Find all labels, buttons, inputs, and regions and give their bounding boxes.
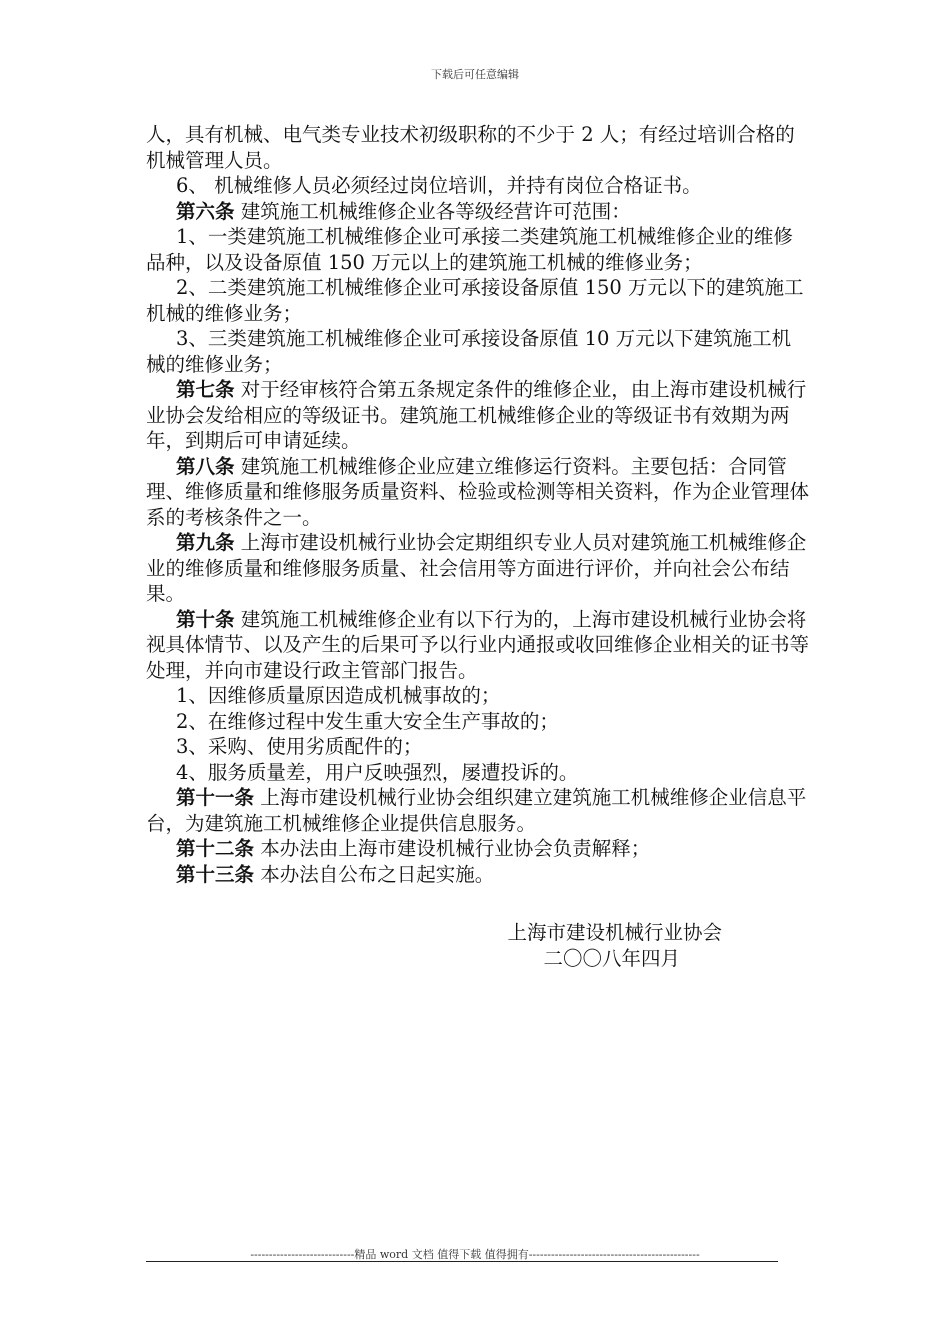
paragraph [146,734,810,760]
paragraph-text: 4、服务质量差，用户反映强烈，屡遭投诉的。 [176,760,579,784]
paragraph-text: 3、三类建筑施工机械维修企业可承接设备原值 10 万元以下建筑施工机械的维修业务； [146,327,792,376]
footer-rule [146,1261,778,1262]
paragraph-text: 人，具有机械、电气类专业技术初级职称的不少于 2 人；有经过培训合格的机械管理人员。 [146,123,795,172]
paragraph-text: 建筑施工机械维修企业各等级经营许可范围： [234,199,631,223]
article-paragraph [146,607,810,684]
article-paragraph [146,785,810,836]
article-paragraph [146,454,810,531]
article-heading: 第十一条 [176,786,255,809]
article-heading: 第九条 [176,531,235,554]
paragraph [146,760,810,786]
paragraph-text: 建筑施工机械维修企业有以下行为的，上海市建设机械行业协会将视具体情节、以及产生的后果可予以行业内通报或收回维修企业相关的证书等处理，并向市建设行政主管部门报告。 [146,607,810,682]
article-heading: 第十二条 [176,837,255,860]
article-heading: 第八条 [176,454,235,478]
signature-date: 二〇〇八年四月 [543,947,680,970]
paragraph-text: 1、因维修质量原因造成机械事故的； [176,684,501,707]
paragraph [146,709,810,735]
page-header-note: 下载后可任意编辑 [431,68,519,81]
paragraph-text: 上海市建设机械行业协会组织建立建筑施工机械维修企业信息平台，为建筑施工机械维修企业提供信息服务。 [146,786,807,835]
paragraph-text: 1、一类建筑施工机械维修企业可承接二类建筑施工机械维修企业的维修品种，以及设备原值 150 万元以上的建筑施工机械的维修业务； [146,225,793,274]
paragraph [146,224,810,275]
article-paragraph [146,199,810,225]
paragraph-text: 3、采购、使用劣质配件的； [176,735,423,758]
article-heading: 第七条 [176,378,235,401]
article-paragraph [146,836,810,862]
paragraph-text: 2、在维修过程中发生重大安全生产事故的； [176,709,559,733]
article-heading: 第十三条 [176,862,255,886]
signature-organization: 上海市建设机械行业协会 [507,921,722,944]
article-paragraph [146,862,810,888]
paragraph [146,275,810,326]
article-heading: 第十条 [176,607,235,631]
footer-text: ----------------------------精品 word 文档 值得下载 值得拥有---------------------------------------------- [250,1248,700,1261]
document-body [146,122,810,887]
article-heading: 第六条 [176,199,235,223]
paragraph [146,173,810,199]
paragraph [146,326,810,377]
paragraph-text: 对于经审核符合第五条规定条件的维修企业，由上海市建设机械行业协会发给相应的等级证书。建筑施工机械维修企业的等级证书有效期为两年，到期后可申请延续。 [146,378,807,452]
article-paragraph [146,377,810,454]
paragraph-text: 本办法自公布之日起实施。 [254,862,495,886]
paragraph [146,683,810,709]
paragraph [146,122,810,173]
paragraph-text: 建筑施工机械维修企业应建立维修运行资料。主要包括：合同管理、维修质量和维修服务质量资料、检验或检测等相关资料，作为企业管理体系的考核条件之一。 [146,454,810,529]
paragraph-text: 2、二类建筑施工机械维修企业可承接设备原值 150 万元以下的建筑施工机械的维修业务； [146,276,804,325]
paragraph-text: 本办法由上海市建设机械行业协会负责解释； [254,837,651,860]
paragraph-text: 上海市建设机械行业协会定期组织专业人员对建筑施工机械维修企业的维修质量和维修服务质量、社会信用等方面进行评价，并向社会公布结果。 [146,531,807,605]
paragraph-text: 6、 机械维修人员必须经过岗位培训，并持有岗位合格证书。 [176,174,702,197]
article-paragraph [146,530,810,607]
